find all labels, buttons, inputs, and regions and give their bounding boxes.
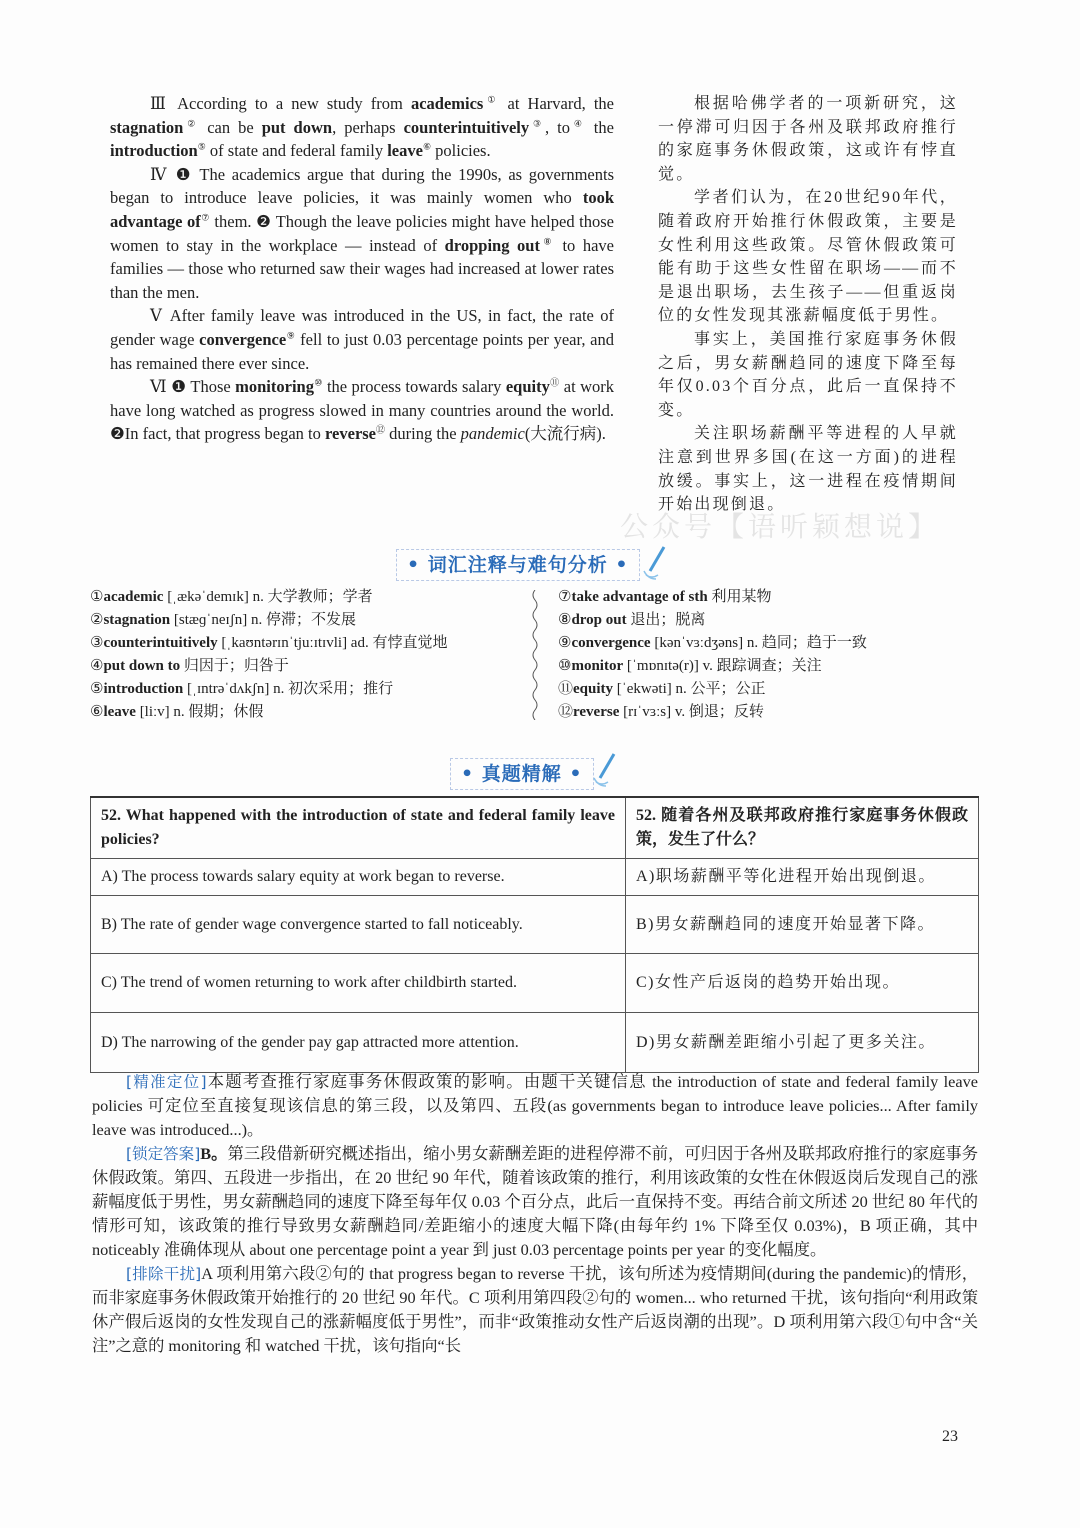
vocab-number: ⑪ [558,681,574,697]
option-chinese: B)男女薪酬趋同的速度开始显著下降。 [626,896,979,954]
zh-paragraph: 根据哈佛学者的一项新研究，这一停滞可归因于各州及联邦政府推行的家庭事务休假政策，这或许有悖直觉。 [658,95,958,183]
option-row [91,954,979,1013]
vocab-definition: [ˌækəˈdemɪk] n. 大学教师；学者 [163,589,373,605]
vocab-definition: [rɪˈvɜːs] v. 倒退；反转 [619,704,764,720]
vocab-term: reverse [325,424,377,444]
vocab-item [558,655,867,678]
text: at Harvard, the [499,94,614,113]
article-chinese [658,92,958,517]
en-paragraph [110,375,614,446]
vocab-number: ④ [90,658,104,674]
option-chinese: C)女性产后返岗的趋势开始出现。 [626,954,979,1013]
text: (大流行病). [524,424,606,444]
option-english: B) The rate of gender wage convergence started to fall noticeably. [91,896,626,954]
vocab-term: took advantage of [110,188,614,231]
text: them. ❷ Though the leave policies might have helped those women to stay in the workplace — instead of [110,211,614,255]
vocab-number: ⑧ [558,612,572,628]
text: fell to just 0.03 percentage points per year, and has remained there ever since. [110,329,614,373]
analysis-tag: [排除干扰] [126,1265,202,1283]
vocab-item [90,701,447,724]
option-chinese: A)职场薪酬平等化进程开始出现倒退。 [626,859,979,896]
option-chinese: D)男女薪酬差距缩小引起了更多关注。 [626,1013,979,1073]
option-row [91,896,979,954]
vocab-item [90,586,447,609]
vocab-word: convergence [571,635,651,651]
vocab-word: equity [573,681,614,697]
column-divider [530,590,540,720]
text: policies. [431,141,491,161]
note-marker: ⑥ [422,141,432,152]
vocab-item [90,632,447,655]
vocab-section-title: • 词汇注释与难句分析 • [396,549,640,581]
analysis-tag: [精准定位] [126,1073,207,1091]
vocab-term: equity [505,377,550,397]
en-paragraph [110,92,614,163]
note-marker: ⑫ [376,424,386,435]
option-row [91,859,979,896]
text: pandemic [460,424,525,444]
vocab-term: put down [261,117,333,137]
analysis-section [92,1070,978,1358]
vocab-definition: [liːv] n. 假期；休假 [135,704,264,720]
zh-paragraph: 关注职场薪酬平等进程的人早就注意到世界多国(在这一方面)的进程放缓。事实上，这一进程在疫情期间开始出现倒退。 [658,425,958,514]
analysis-paragraph [92,1142,978,1262]
watermark: 公众号【语听颖想说】 [620,512,941,543]
text: Ⅴ After family leave was introduced in the US, in fact, the rate of gender wage [110,306,614,349]
vocab-list-left [90,586,447,724]
vocab-number: ⑤ [90,681,104,697]
question-table [90,796,979,1073]
vocab-number: ⑫ [558,704,574,720]
vocab-word: introduction [103,681,184,697]
note-marker: ⑩ [313,377,323,388]
vocab-item [558,609,867,632]
note-marker: ⑤ [197,141,206,152]
note-marker: ④ [569,118,586,129]
zh-paragraph: 学者们认为，在20世纪90年代，随着政府开始推行休假政策，主要是女性利用这些政策。尽管休假政策可能有助于这些女性留在职场——而不是退出职场，去生孩子——但重返岗位的女性发现其涨薪幅度低于男性。 [658,189,958,325]
note-marker: ⑪ [549,377,560,388]
vocab-definition: 利用某物 [707,589,772,605]
text: Ⅲ According to a new study from [150,94,411,113]
vocab-number: ⑦ [558,589,572,605]
vocab-item [90,678,447,701]
vocab-word: counterintuitively [103,635,218,651]
vocab-word: take advantage of sth [571,589,708,605]
note-marker: ⑧ [539,236,555,247]
text: of state and federal family [205,141,388,161]
vocab-word: stagnation [103,612,171,628]
vocab-number: ② [90,612,104,628]
note-marker: ① [483,94,500,105]
answer-letter: B。 [200,1144,228,1163]
vocab-word: monitor [571,658,624,674]
vocab-word: leave [103,704,136,720]
vocab-term: stagnation [110,117,184,137]
vocab-term: leave [387,141,423,161]
en-paragraph [110,163,614,305]
vocab-number: ⑩ [558,658,572,674]
note-marker: ② [183,118,200,129]
text: Ⅵ ❶ Those [150,377,236,397]
page-number: 23 [942,1428,958,1445]
vocab-term: convergence [199,329,287,349]
vocab-item [90,655,447,678]
zh-paragraph: 事实上，美国推行家庭事务休假之后，男女薪酬趋同的速度下降至每年仅0.03个百分点，此后一直保持不变。 [658,330,958,419]
analysis-paragraph [92,1070,978,1142]
analysis-paragraph [92,1262,978,1358]
vocab-number: ⑨ [558,635,572,651]
analysis-tag: [锁定答案] [126,1145,201,1163]
analysis-text: 第三段借新研究概述指出，缩小男女薪酬差距的进程停滞不前，可归因于各州及联邦政府推行的家庭事务休假政策。第四、五段进一步指出，在 20 世纪 90 年代，随着该政策的推行，利用该政策的女性在休假返岗后发现自己的涨薪幅度低于男性，男女薪酬趋同的速度下降至每年仅 0.03 个百分点，此后一直保持不变。再结合前文所述 20 世纪 80 年代的情形可知，该政策的推行导致男女薪酬趋同/差距缩小的速度大幅下降(由每年约 1% 下降至仅 0.03%)，B 项正确，其中 noticeably 准确体现从 about one percentage point a year 到 just 0.03 percentage points per year 的变化幅度。 [92,1144,978,1259]
analysis-text: 本题考查推行家庭事务休假政策的影响。由题干关键信息 the introduction of state and federal family leave policies 可定位至直接复现该信息的第三段，以及第四、五段(as governments began to introduce leave policies... After family leave was introduced...)。 [92,1072,978,1139]
text: , perhaps [332,117,404,137]
text: Ⅳ ❶ The academics argue that during the 1990s, as governments began to introduce leave policies, it was mainly women who [110,164,614,208]
text: the process towards salary [322,377,506,397]
vocab-term: introduction [110,141,198,161]
vocab-item [90,609,447,632]
vocab-definition: [ˌkaʊntərɪnˈtjuːɪtɪvli] ad. 有悖直觉地 [217,635,448,651]
option-english: C) The trend of women returning to work after childbirth started. [91,954,626,1013]
analysis-text: A 项利用第六段②句的 that progress began to reverse 干扰，该句所述为疫情期间(during the pandemic)的情形，而非家庭事务休假政策开始推行的 20 世纪 90 年代。C 项利用第四段②句的 women... who returned 干扰，该句指向“利用政策休产假后返岗的女性发现自己的涨薪幅度低于男性”，而非“政策推动女性产后返岗潮的出现”。D 项利用第六段①句中含“关注”之意的 monitoring 和 watched 干扰，该句指向“长 [92,1264,978,1355]
vocab-term: monitoring [235,377,314,397]
text: can be [199,117,262,137]
text: , to [544,117,570,137]
option-row [91,1013,979,1073]
pen-icon [642,545,668,581]
vocab-word: academic [103,589,164,605]
vocab-list-right [558,586,867,724]
option-english: D) The narrowing of the gender pay gap attracted more attention. [91,1013,626,1073]
vocab-number: ⑥ [90,704,104,720]
vocab-number: ① [90,589,104,605]
question-row [91,797,979,859]
vocab-definition: [ˌɪntrəˈdʌkʃn] n. 初次采用；推行 [183,681,394,697]
option-chinese: 52. 随着各州及联邦政府推行家庭事务休假政策，发生了什么？ [626,797,979,859]
vocab-term: academics [410,94,484,113]
note-marker: ③ [529,118,545,129]
text: the [585,117,614,137]
question-section-title: • 真题精解 • [450,758,594,790]
pen-icon [592,752,618,788]
option-english: A) The process towards salary equity at work began to reverse. [91,859,626,896]
vocab-term: dropping out [444,235,540,255]
vocab-item [558,632,867,655]
vocab-definition: [kənˈvɜːdʒəns] n. 趋同；趋于一致 [650,635,867,651]
vocab-term: counterintuitively [403,117,530,137]
vocab-definition: 退出；脱离 [626,612,706,628]
note-marker: ⑦ [200,212,210,223]
vocab-number: ③ [90,635,104,651]
vocab-item [558,586,867,609]
vocab-word: reverse [573,704,620,720]
text: during the [385,424,461,444]
vocab-definition: [ˈmɒnɪtə(r)] v. 跟踪调查；关注 [623,658,822,674]
note-marker: ⑨ [286,330,296,341]
vocab-definition: [stæɡˈneɪʃn] n. 停滞；不发展 [170,612,356,628]
vocab-item [558,701,867,724]
option-english: 52. What happened with the introduction of state and federal family leave policies? [91,797,626,859]
article-english [110,92,614,446]
en-paragraph [110,304,614,375]
text: at work have long watched as progress slowed in many countries around the world. ❷In fact, that progress began to [110,377,614,444]
vocab-item [558,678,867,701]
vocab-definition: [ˈekwəti] n. 公平；公正 [613,681,766,697]
vocab-definition: 归因于；归咎于 [180,658,289,674]
vocab-word: put down to [103,658,181,674]
vocab-word: drop out [571,612,627,628]
text: to have families — those who returned saw their wages had increased at lower rates than the men. [110,235,614,302]
